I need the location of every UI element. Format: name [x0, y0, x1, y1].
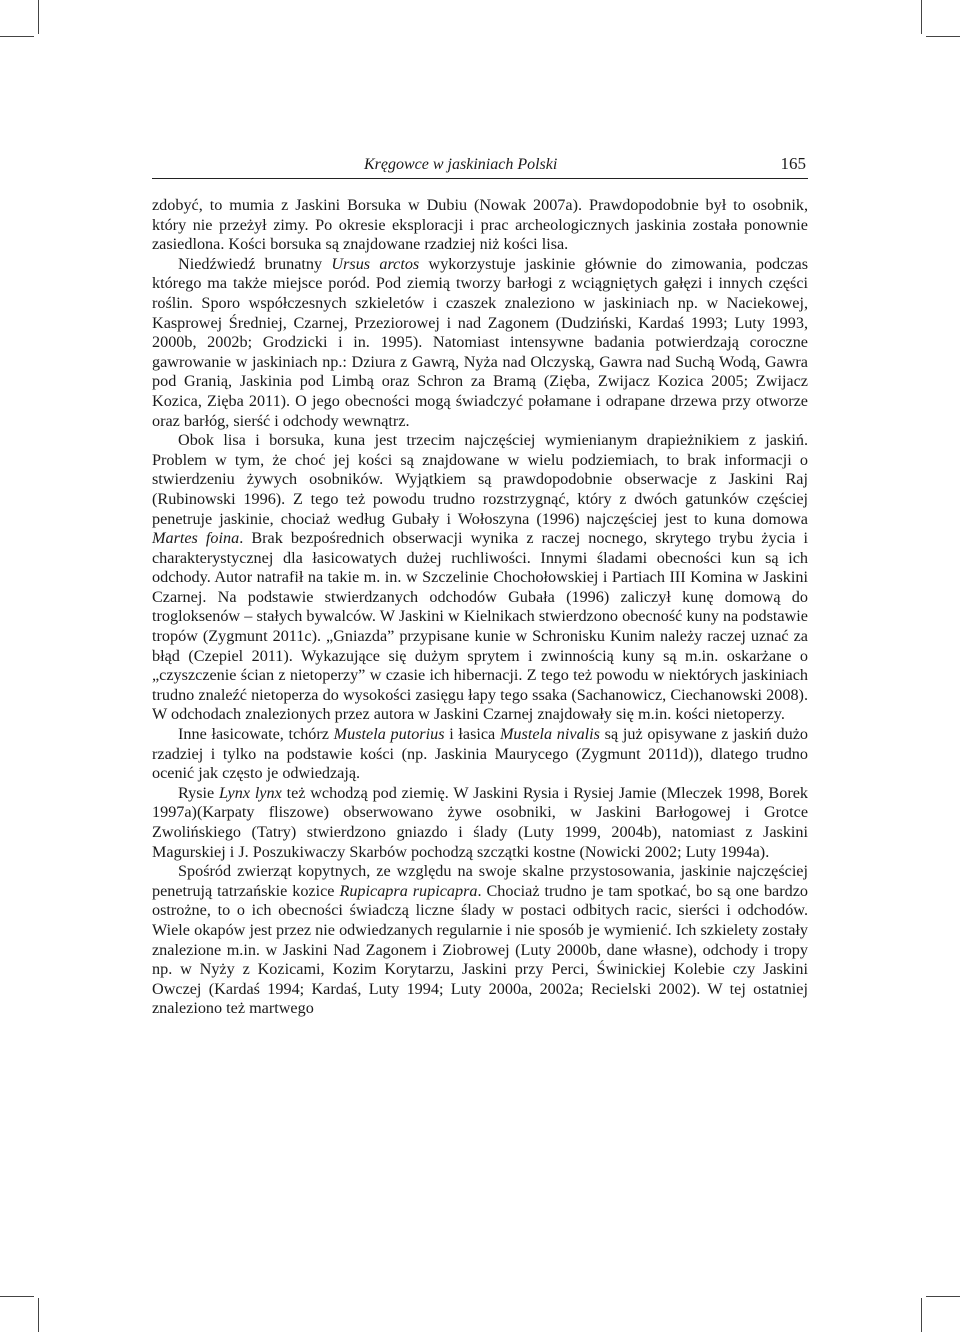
paragraph: [152, 862, 808, 1019]
text-segment: wykorzystuje jaskinie głównie do zimowania, podczas którego ma także miejsce poród. Pod ziemią tworzy barłogi z wciągniętych gałęzi i innych części roślin. Sporo współczesnych szkieletów i czaszek znaleziono w jaskiniach np. w Naciekowej, Kasprowej Średniej, Czarnej, Przeziorowej i nad Zagonem (Dudziński, Kardaś 1993; Luty 1993, 2000b, 2002b; Grodzicki i in. 1995). Natomiast intensywne badania potwierdzają coroczne gawrowanie w jaskiniach np.: Dziura z Gawrą, Nyża nad Olczyską, Gawra nad Suchą Wodą, Gawra pod Granią, Jaskinia pod Limbą oraz Schron za Bramą (Zięba, Zwijacz Kozica 2005; Zwijacz Kozica, Zięba 2011). O jego obecności mogą świadczyć połamane i odrapane drzewa przy otworze oraz barłóg, sierść i odchody wewnątrz.: [152, 254, 808, 430]
crop-mark-top-right: [921, 0, 922, 34]
species-name: Lynx lynx: [219, 783, 282, 802]
text-segment: Inne łasicowate, tchórz: [178, 725, 334, 744]
text-segment: Rysie: [178, 783, 220, 802]
species-name: Mustela nivalis: [499, 725, 600, 744]
running-title: Kręgowce w jaskiniach Polski: [364, 156, 558, 173]
species-name: Martes foina: [152, 529, 240, 548]
crop-mark-bottom-right: [921, 1298, 922, 1332]
paragraph: [152, 725, 808, 784]
body-text: [152, 196, 808, 1019]
text-segment: zdobyć, to mumia z Jaskini Borsuka w Dubiu (Nowak 2007a). Prawdopodobnie był to osobnik, który nie przeżył zimy. Po okresie eksploracji i prac archeologicznych jaskinia została ponownie zasiedlona. Kości borsuka są znajdowane rzadziej niż kości lisa.: [152, 196, 808, 254]
page-number: 165: [780, 154, 806, 173]
species-name: Mustela putorius: [333, 725, 445, 744]
crop-mark-bottom-left: [38, 1298, 39, 1332]
paragraph: [152, 431, 808, 725]
crop-mark-left-bottom: [0, 1296, 34, 1297]
text-segment: są już opisywane z jaskiń dużo rzadziej i tylko na podstawie kości (np. Jaskinia Maurycego (Zygmunt 2011d)), dlatego trudno ocenić jak często je odwiedzają.: [152, 725, 808, 783]
text-segment: Spośród zwierząt kopytnych, ze względu na swoje skalne przystosowania, jaskinie najczęściej penetrują tatrzańskie kozice: [152, 862, 808, 900]
species-name: Ursus arctos: [331, 254, 420, 273]
species-name: Rupicapra rupicapra: [339, 881, 478, 900]
crop-mark-right-top: [926, 36, 960, 37]
crop-mark-left-top: [0, 36, 34, 37]
crop-mark-right-bottom: [926, 1296, 960, 1297]
text-segment: też wchodzą pod ziemię. W Jaskini Rysia i Rysiej Jamie (Mleczek 1998, Borek 1997a)(Karpaty fliszowe) obserwowano żywe osobniki, w Jaskini Barłogowej i Grotce Zwolińskiego (Tatry) stwierdzono gniazdo i ślady (Luty 1999, 2004b), natomiast z Jaskini Magurskiej i J. Poszukiwaczy Skarbów pochodzą szczątki kostne (Nowicki 2002; Luty 1994a).: [152, 783, 808, 861]
text-segment: . Brak bezpośrednich obserwacji wynika z raczej nocnego, skrytego trybu życia i charakterystycznej dla łasicowatych dużej ruchliwości. Innymi śladami obecności kun są ich odchody. Autor natrafił na takie m. in. w Szczelinie Chochołowskiej i Partiach III Komina w Jaskini Czarnej. Na podstawie stwierdzanych odchodów Gubała (1996) zaliczył kunę domową do trogloksenów – stałych bywalców. W Jaskini w Kielnikach stwierdzono obecność kuny na podstawie tropów (Zygmunt 2011c). „Gniazda” przypisane kunie w Schronisku Kunim należy raczej uznać za błąd (Czepiel 2011). Wykazujące się dużym sprytem i zwinnością kuny są m.in. oskarżane o „czyszczenie ścian z nietoperzy” w czasie ich hibernacji. Z tego też powodu w niektórych jaskiniach trudno znaleźć nietoperza do wysokości zasięgu łapy tego ssaka (Sachanowicz, Ciechanowski 2008). W odchodach znalezionych przez autora w Jaskini Czarnej znajdowały się m.in. kości nietoperzy.: [152, 529, 809, 724]
text-segment: . Chociaż trudno je tam spotkać, bo są one bardzo ostrożne, to o ich obecności świadczą liczne ślady w postaci odbitych racic, sierści i odchodów. Wiele okapów jest przez nie odwiedzanych regularnie i nie sposób je wymienić. Ich szkielety zostały znalezione m.in. w Jaskini Nad Zagonem i Ziobrowej (Luty 2000b, dane własne), odchody i tropy np. w Nyży z Kozicami, Kozim Korytarzu, Jaskini przy Perci, Świnickiej Kolebie czy Jaskini Owczej (Kardaś 1994; Kardaś, Luty 1994; Luty 2000a, 2002a; Recielski 2002). W tej ostatniej znaleziono też martwego: [152, 881, 808, 1018]
text-segment: Niedźwiedź brunatny: [178, 254, 332, 273]
crop-mark-top-left: [38, 0, 39, 34]
paragraph: [152, 196, 808, 255]
document-page: [152, 150, 808, 1019]
paragraph: [152, 255, 808, 431]
running-header: [152, 150, 808, 179]
paragraph: [152, 784, 808, 862]
text-segment: Obok lisa i borsuka, kuna jest trzecim najczęściej wymienianym drapieżnikiem z jaskiń. Problem w tym, że choć jej kości są znajdowane w wielu podziemiach, to brak informacji o stwierdzeniu żywych osobników. Wyjątkiem są prawdopodobnie obserwacje z Jaskini Raj (Rubinowski 1996). Z tego też powodu trudno rozstrzygnąć, który z dwóch gatunków częściej penetruje jaskinie, chociaż według Gubały i Wołoszyna (1996) najczęściej jest to kuna domowa: [152, 431, 808, 528]
text-segment: i łasica: [444, 725, 500, 744]
